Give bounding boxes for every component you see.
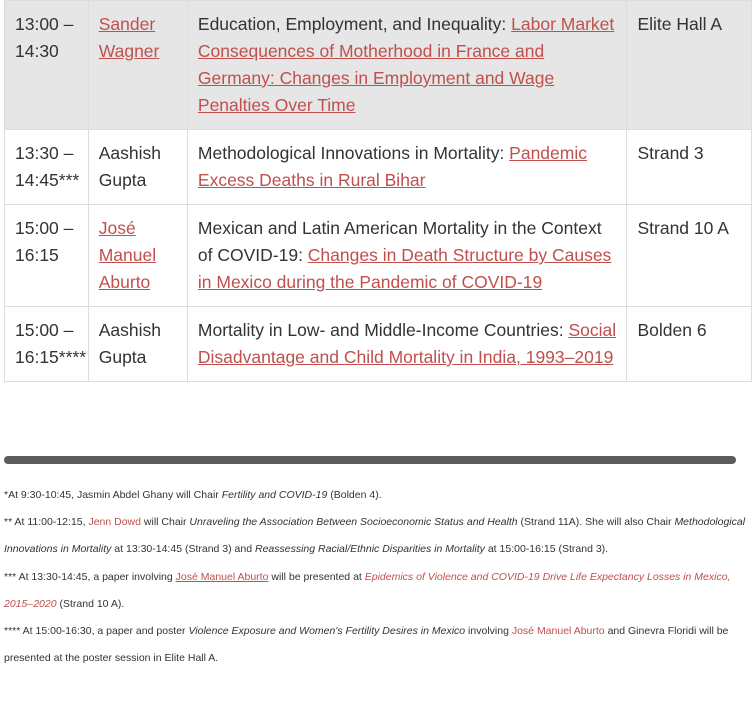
footnote-text: (Strand 11A). She will also Chair bbox=[517, 516, 675, 529]
presenter-cell bbox=[88, 1, 187, 130]
person-link[interactable]: Jenn Dowd bbox=[88, 516, 141, 529]
session-link[interactable]: Epidemics of Violence and COVID-19 Drive Life Expectancy Losses in Mexico, 2015–2020 bbox=[4, 570, 731, 610]
session-name: Reassessing Racial/Ethnic Disparities in Mortality bbox=[255, 543, 485, 556]
session-name: Unraveling the Association Between Socioeconomic Status and Health bbox=[189, 516, 518, 529]
presenter-cell: Aashish Gupta bbox=[88, 130, 187, 205]
room-cell: Elite Hall A bbox=[627, 1, 752, 130]
paper-link[interactable]: Social Disadvantage and Child Mortality in India, 1993–2019 bbox=[197, 320, 617, 367]
footnote-text: will be presented at bbox=[268, 570, 365, 583]
presenter-link[interactable]: José Manuel Aburto bbox=[98, 218, 157, 292]
footnote-text: and Ginevra Floridi will be presented at the poster session in Elite Hall A. bbox=[4, 625, 729, 665]
session-title: Mortality in Low- and Middle-Income Countries: bbox=[197, 320, 569, 340]
room-cell: Bolden 6 bbox=[627, 307, 752, 382]
footnote-3 bbox=[4, 564, 748, 618]
session-cell bbox=[187, 307, 627, 382]
room-cell: Strand 3 bbox=[627, 130, 752, 205]
footnote-text: *** At 13:30-14:45, a paper involving bbox=[4, 570, 176, 583]
table-row bbox=[5, 1, 752, 130]
time-cell: 13:00 – 14:30 bbox=[5, 1, 89, 130]
presenter-cell bbox=[88, 205, 187, 307]
session-cell bbox=[187, 130, 627, 205]
paper-link[interactable]: Changes in Death Structure by Causes in Mexico during the Pandemic of COVID-19 bbox=[197, 245, 612, 292]
time-cell: 15:00 – 16:15**** bbox=[5, 307, 89, 382]
person-link[interactable]: José Manuel Aburto bbox=[175, 570, 269, 583]
room-cell: Strand 10 A bbox=[627, 205, 752, 307]
footnote-text: *At 9:30-10:45, Jasmin Abdel Ghany will Chair bbox=[4, 489, 222, 501]
session-name: Fertility and COVID-19 bbox=[221, 489, 328, 501]
footnote-4 bbox=[4, 618, 748, 672]
footnote-text: at 13:30-14:45 (Strand 3) and bbox=[111, 543, 255, 556]
session-title: Methodological Innovations in Mortality: bbox=[197, 143, 510, 163]
session-title: Mexican and Latin American Mortality in the Context of COVID-19: bbox=[197, 218, 602, 265]
footnotes bbox=[4, 482, 748, 672]
table-row bbox=[5, 307, 752, 382]
schedule-table bbox=[4, 0, 752, 382]
footnote-text: involving bbox=[465, 625, 512, 638]
paper-link[interactable]: Labor Market Consequences of Motherhood in France and Germany: Changes in Employment and Wage Penalties Over Time bbox=[197, 14, 615, 115]
footnote-text: will Chair bbox=[140, 516, 190, 529]
paper-link[interactable]: Pandemic Excess Deaths in Rural Bihar bbox=[197, 143, 587, 190]
footnote-1 bbox=[4, 482, 748, 509]
time-cell: 13:30 – 14:45*** bbox=[5, 130, 89, 205]
footnote-2 bbox=[4, 509, 748, 563]
table-row bbox=[5, 205, 752, 307]
paper-title: Violence Exposure and Women's Fertility Desires in Mexico bbox=[188, 625, 466, 638]
footnote-text: ** At 11:00-12:15, bbox=[4, 516, 89, 529]
horizontal-scrollbar[interactable] bbox=[4, 456, 736, 464]
session-title: Education, Employment, and Inequality: bbox=[197, 14, 512, 34]
table-row bbox=[5, 130, 752, 205]
time-cell: 15:00 – 16:15 bbox=[5, 205, 89, 307]
session-name: Methodological Innovations in Mortality bbox=[4, 516, 746, 556]
session-cell bbox=[187, 205, 627, 307]
footnote-text: at 15:00-16:15 (Strand 3). bbox=[484, 543, 609, 556]
person-link[interactable]: José Manuel Aburto bbox=[511, 625, 605, 638]
footnote-text: (Strand 10 A). bbox=[56, 597, 125, 610]
presenter-link[interactable]: Sander Wagner bbox=[98, 14, 160, 61]
session-cell bbox=[187, 1, 627, 130]
presenter-cell: Aashish Gupta bbox=[88, 307, 187, 382]
footnote-text: **** At 15:00-16:30, a paper and poster bbox=[4, 625, 189, 638]
footnote-text: (Bolden 4). bbox=[327, 489, 382, 501]
